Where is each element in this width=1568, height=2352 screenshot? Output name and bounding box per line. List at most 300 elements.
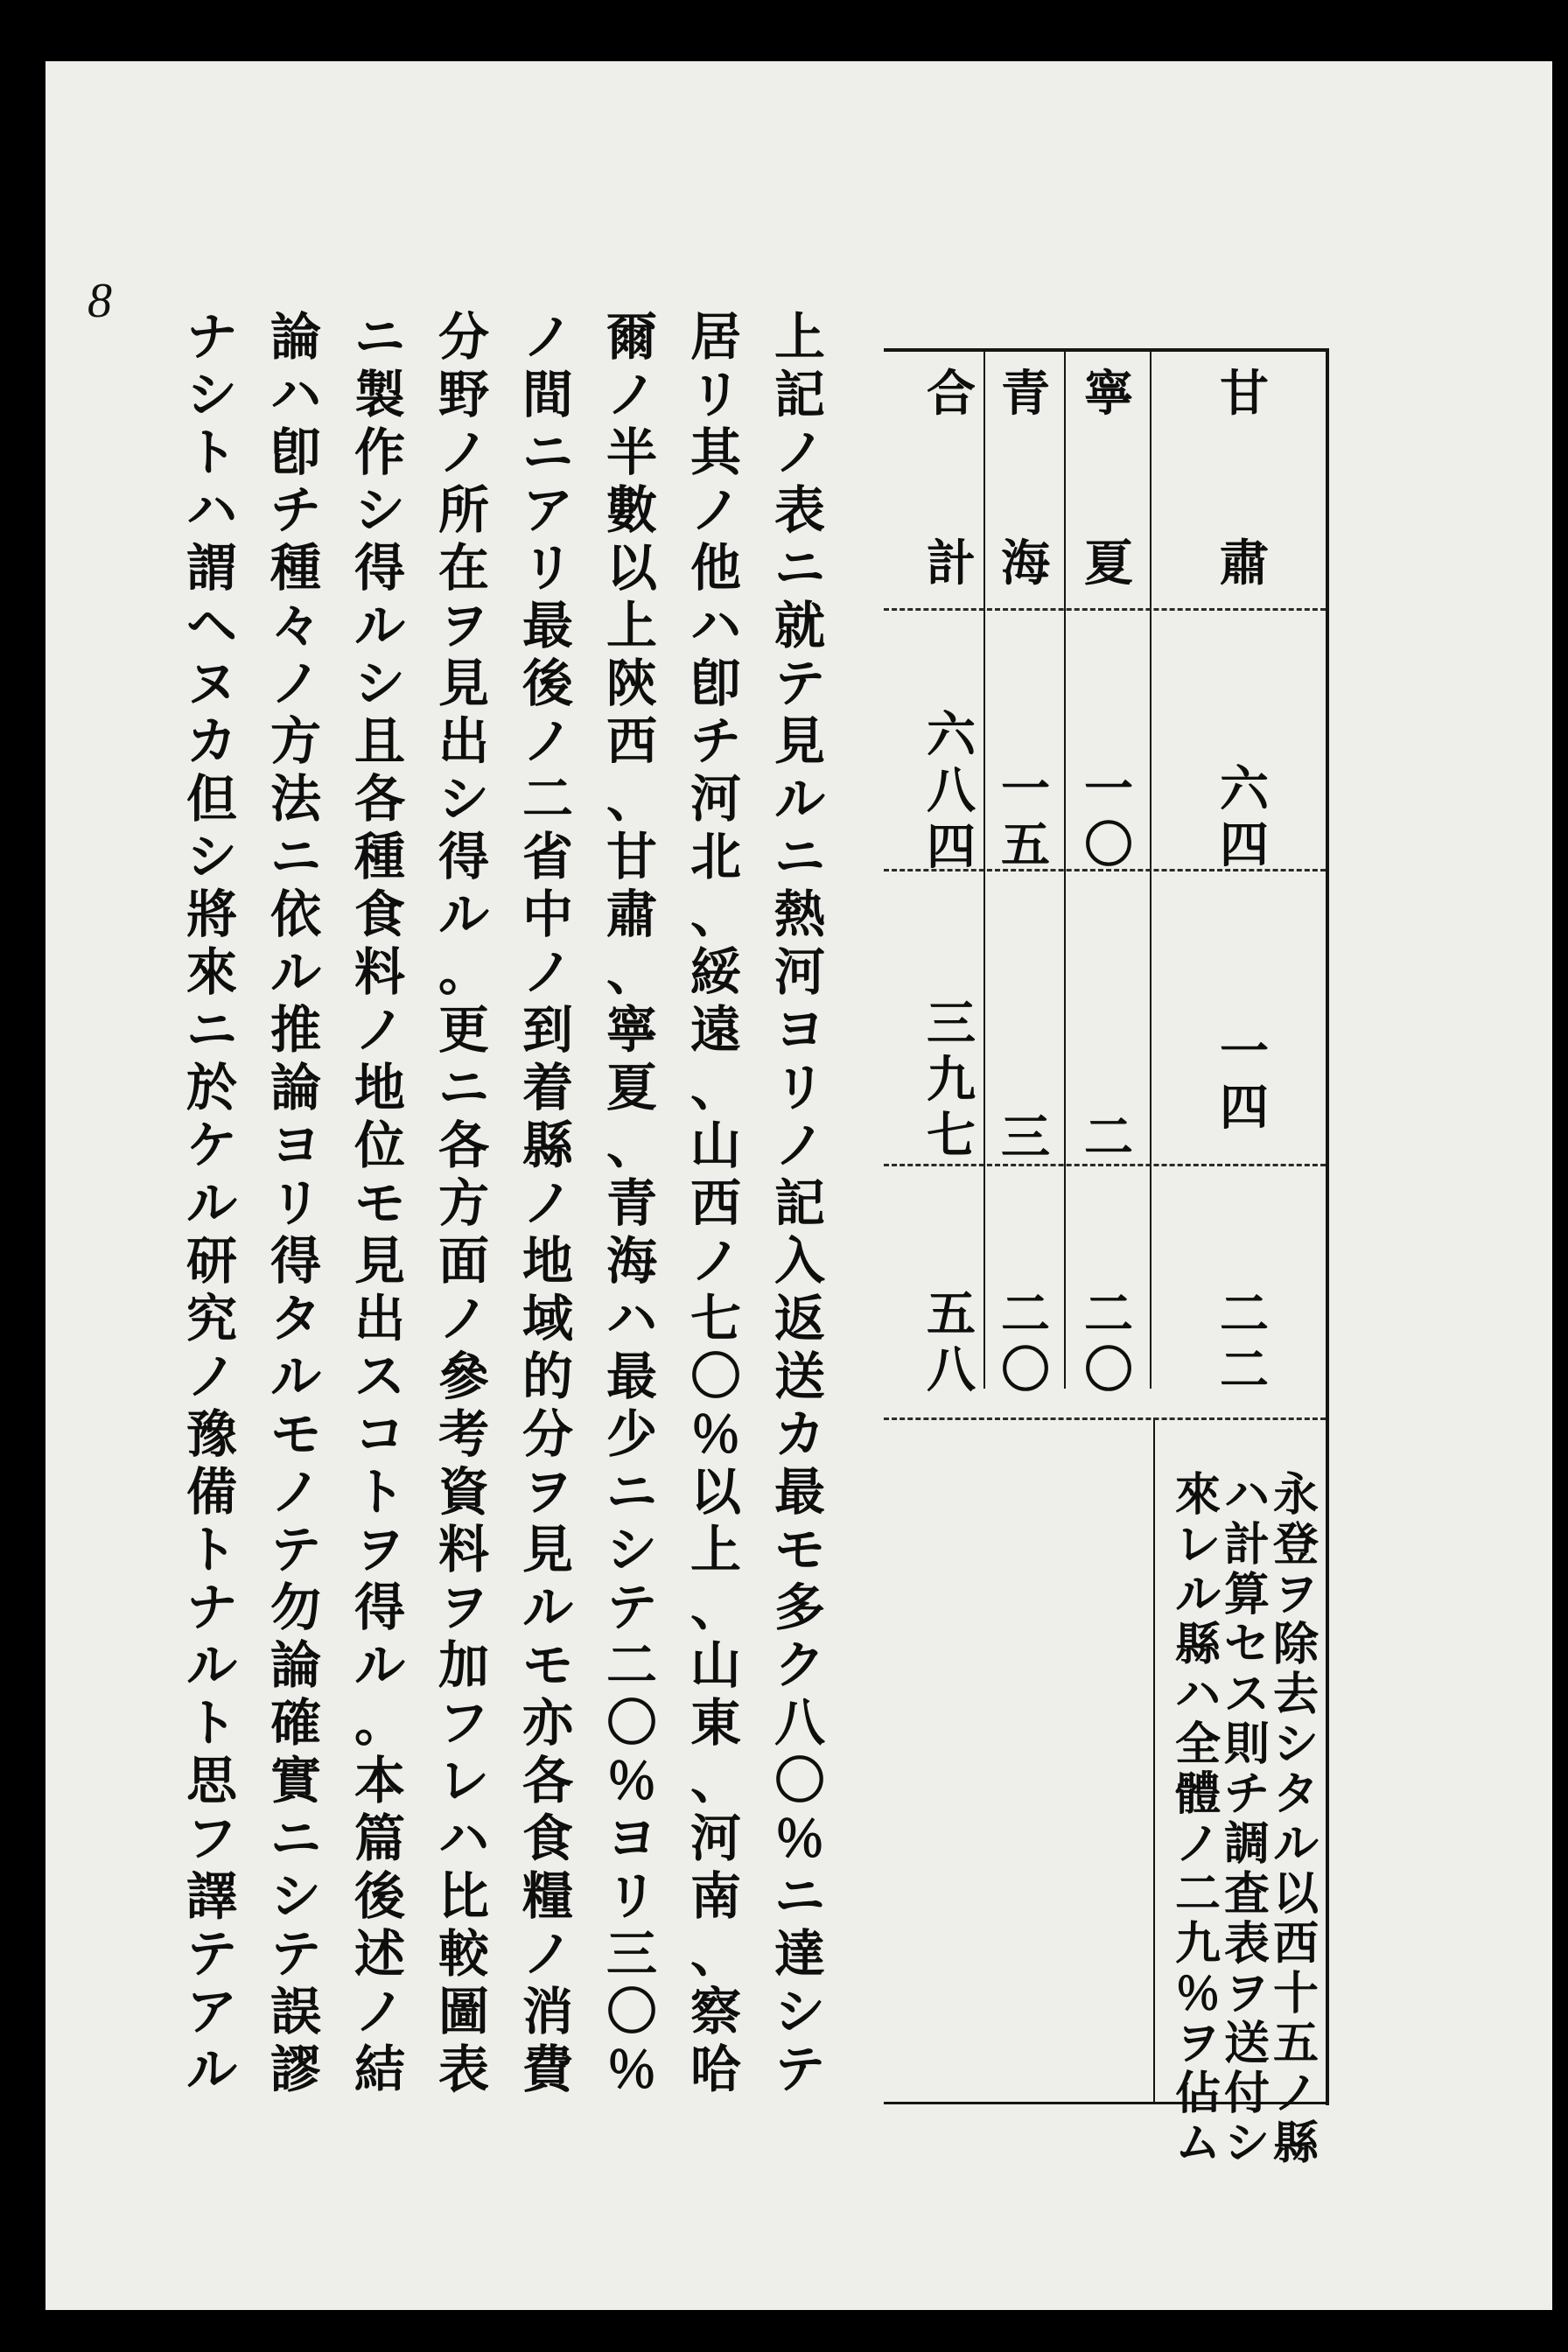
body-text-char: 察 — [690, 1982, 741, 2041]
body-text-char: ニ — [774, 538, 825, 598]
table-note-char: 體 — [1174, 1768, 1221, 1821]
body-text-char: ノ — [522, 711, 573, 771]
body-text-char: シ — [606, 1520, 657, 1579]
body-text-char: ル — [438, 885, 489, 944]
body-text-char: 述 — [354, 1924, 405, 1984]
body-text-char: テ — [186, 1924, 237, 1984]
table-note-char: 來 — [1174, 1468, 1221, 1522]
body-text-char: ニ — [774, 1866, 825, 1926]
table-note-char: 二 — [1174, 1867, 1221, 1921]
body-text-char: ル — [774, 769, 825, 829]
body-column-6 — [352, 308, 408, 2098]
body-text-char: 上 — [774, 307, 825, 367]
body-text-char: 後 — [354, 1866, 405, 1926]
body-text-char: 最 — [774, 1462, 825, 1522]
body-text-char: 卽 — [690, 654, 741, 713]
body-text-char: ％ — [606, 1751, 657, 1810]
body-text-char: ル — [186, 1173, 237, 1233]
body-text-char: 、 — [690, 1924, 741, 1984]
body-text-char: リ — [774, 1058, 825, 1117]
body-text-char: 考 — [438, 1404, 489, 1464]
body-text-char: 記 — [774, 365, 825, 424]
body-text-char: 記 — [774, 1173, 825, 1233]
body-text-char: 地 — [354, 1058, 405, 1117]
table-note-char: シ — [1272, 1718, 1319, 1771]
body-column-7 — [268, 308, 324, 2098]
table-cell-char: 三 — [1001, 1109, 1050, 1166]
body-text-char: タ — [270, 1289, 321, 1348]
table-note-char: 付 — [1223, 2067, 1270, 2120]
body-text-char: テ — [774, 654, 825, 713]
table-cell-char: 〇 — [1084, 816, 1133, 874]
body-text-char: ハ — [606, 1289, 657, 1348]
body-text-char: 篇 — [354, 1809, 405, 1868]
body-text-char: 料 — [354, 942, 405, 1002]
table-cell-char: 二 — [1220, 1341, 1269, 1399]
body-text-char: ノ — [606, 365, 657, 424]
body-text-char: 亦 — [522, 1693, 573, 1753]
body-text-char: ハ — [690, 596, 741, 655]
body-text-char: 見 — [438, 654, 489, 713]
body-text-char: 南 — [690, 1866, 741, 1926]
body-text-char: 、 — [690, 1751, 741, 1810]
body-text-char: ヲ — [354, 1520, 405, 1579]
body-text-char: テ — [270, 1924, 321, 1984]
table-note-char: 登 — [1272, 1518, 1319, 1572]
value-gansu-a — [1216, 761, 1272, 873]
table-note-char: タ — [1272, 1768, 1319, 1821]
body-column-5 — [436, 308, 492, 2098]
table-note-char: 十 — [1272, 1967, 1319, 2020]
body-text-char: 所 — [438, 480, 489, 540]
body-text-char: 比 — [438, 1866, 489, 1926]
body-text-char: 上 — [606, 596, 657, 655]
table-divider-4 — [1153, 1418, 1155, 2104]
body-column-1 — [772, 308, 828, 2098]
table-note-char: ヲ — [1223, 1967, 1270, 2020]
body-text-char: 位 — [354, 1116, 405, 1175]
value-qinghai-a — [998, 761, 1054, 873]
body-text-char: 河 — [690, 1809, 741, 1868]
body-text-char: 研 — [186, 1231, 237, 1291]
body-text-char: ナ — [186, 307, 237, 367]
body-text-char: ％ — [774, 1809, 825, 1868]
body-text-char: ノ — [438, 1289, 489, 1348]
body-text-char: 論 — [270, 1635, 321, 1695]
body-text-char: 以 — [690, 1462, 741, 1522]
body-text-char: ノ — [522, 942, 573, 1002]
table-cell-char: 二 — [1220, 1285, 1269, 1343]
body-text-char: 論 — [270, 307, 321, 367]
body-text-char: 種 — [270, 538, 321, 598]
body-text-char: 間 — [522, 365, 573, 424]
body-text-char: ア — [186, 1982, 237, 2041]
body-text-char: ル — [186, 1635, 237, 1695]
table-cell-char: 一 — [1220, 1023, 1269, 1081]
body-text-char: 熱 — [774, 885, 825, 944]
body-text-char: 譯 — [186, 1866, 237, 1926]
body-text-char: ノ — [354, 1000, 405, 1060]
body-text-char: ニ — [270, 827, 321, 886]
table-note-char: 算 — [1223, 1568, 1270, 1621]
body-text-char: 消 — [522, 1982, 573, 2041]
table-cell-char: 夏 — [1084, 535, 1133, 592]
value-total-c — [923, 1286, 979, 1398]
body-text-char: 肅 — [606, 885, 657, 944]
body-text-char: シ — [270, 1866, 321, 1926]
table-note-char: 以 — [1272, 1867, 1319, 1921]
body-text-char: 綏 — [690, 942, 741, 1002]
table-note-char: ％ — [1174, 1967, 1221, 2020]
body-text-char: ハ — [438, 1809, 489, 1868]
table-note-char: ム — [1174, 2117, 1221, 2170]
body-text-char: 八 — [774, 1693, 825, 1753]
body-text-char: 爾 — [606, 307, 657, 367]
body-text-char: 山 — [690, 1116, 741, 1175]
table-note-char: ハ — [1174, 1668, 1221, 1721]
body-text-char: ク — [774, 1635, 825, 1695]
value-ningxia-c — [1081, 1286, 1137, 1398]
body-text-char: ヨ — [270, 1116, 321, 1175]
body-text-char: 野 — [438, 365, 489, 424]
body-text-char: 分 — [522, 1404, 573, 1464]
body-text-char: カ — [186, 711, 237, 771]
body-text-char: ヨ — [774, 1000, 825, 1060]
table-note-char: チ — [1223, 1768, 1270, 1821]
body-text-char: フ — [186, 1809, 237, 1868]
body-text-char: 備 — [186, 1462, 237, 1522]
body-text-char: 出 — [354, 1289, 405, 1348]
body-text-char: 甘 — [606, 827, 657, 886]
body-text-char: ヨ — [606, 1809, 657, 1868]
body-column-8 — [184, 308, 240, 2098]
table-note-char: 縣 — [1272, 2117, 1319, 2170]
body-text-char: 哈 — [690, 2040, 741, 2099]
body-text-char: 河 — [690, 769, 741, 829]
body-text-char: 半 — [606, 423, 657, 482]
body-text-char: 圖 — [438, 1982, 489, 2041]
table-note-char: 調 — [1223, 1817, 1270, 1871]
body-text-char: 後 — [522, 654, 573, 713]
header-gansu — [1216, 366, 1272, 592]
body-text-char: リ — [690, 365, 741, 424]
body-text-char: 上 — [690, 1520, 741, 1579]
body-text-char: 面 — [438, 1231, 489, 1291]
body-text-char: 數 — [606, 480, 657, 540]
body-text-char: 表 — [438, 2040, 489, 2099]
body-text-char: ニ — [438, 1058, 489, 1117]
body-text-char: ハ — [186, 480, 237, 540]
table-cell-char: 六 — [1220, 760, 1269, 818]
body-text-char: 達 — [774, 1924, 825, 1984]
body-text-char: ス — [354, 1347, 405, 1406]
table-cell-char: 二 — [1001, 1285, 1050, 1343]
body-text-char: ノ — [354, 1982, 405, 2041]
body-text-char: 費 — [522, 2040, 573, 2099]
body-text-char: 就 — [774, 596, 825, 655]
body-text-char: 作 — [354, 423, 405, 482]
body-text-char: 確 — [270, 1693, 321, 1753]
body-text-char: 但 — [186, 769, 237, 829]
body-text-char: 分 — [438, 307, 489, 367]
body-text-char: シ — [186, 827, 237, 886]
table-note-char: ヲ — [1272, 1568, 1319, 1621]
table-header-rule — [884, 608, 1326, 611]
table-cell-char: 〇 — [1001, 1341, 1050, 1399]
body-text-char: 他 — [690, 538, 741, 598]
body-text-char: ノ — [774, 1116, 825, 1175]
body-text-char: 誤 — [270, 1982, 321, 2041]
body-text-char: シ — [186, 365, 237, 424]
body-text-char: 遠 — [690, 1000, 741, 1060]
body-text-char: 各 — [438, 1116, 489, 1175]
table-note-char: ノ — [1174, 1817, 1221, 1871]
body-text-char: 更 — [438, 1000, 489, 1060]
body-text-char: 將 — [186, 885, 237, 944]
body-text-char: ノ — [774, 423, 825, 482]
body-text-char: コ — [354, 1404, 405, 1464]
body-text-char: シ — [354, 480, 405, 540]
body-text-char: 各 — [354, 769, 405, 829]
body-text-char: 各 — [522, 1751, 573, 1810]
body-text-char: 糧 — [522, 1866, 573, 1926]
table-cell-char: 九 — [927, 1051, 976, 1109]
body-text-char: 夏 — [606, 1058, 657, 1117]
body-text-char: 、 — [606, 1116, 657, 1175]
table-cell-char: 五 — [1001, 816, 1050, 874]
table-note-char: ヲ — [1174, 2017, 1221, 2070]
body-text-char: ル — [270, 1347, 321, 1406]
body-text-char: ヲ — [438, 596, 489, 655]
body-text-char: テ — [606, 1578, 657, 1637]
body-text-char: ヲ — [522, 1462, 573, 1522]
body-text-char: テ — [774, 2040, 825, 2099]
body-text-char: 得 — [354, 538, 405, 598]
value-qinghai-b — [998, 1110, 1054, 1166]
table-cell-char: 計 — [927, 535, 976, 592]
body-text-char: 本 — [354, 1751, 405, 1810]
body-text-char: 二 — [522, 769, 573, 829]
body-text-char: ノ — [690, 1231, 741, 1291]
body-text-char: ヘ — [186, 596, 237, 655]
body-text-char: 見 — [354, 1231, 405, 1291]
table-note-char: 表 — [1223, 1917, 1270, 1970]
body-text-char: 。 — [354, 1693, 405, 1753]
body-text-char: 最 — [522, 596, 573, 655]
table-cell-char: 四 — [1220, 1079, 1269, 1137]
body-text-char: シ — [774, 1982, 825, 2041]
body-text-char: ヲ — [438, 1578, 489, 1637]
table-note-char: ハ — [1223, 1468, 1270, 1522]
body-text-char: 西 — [690, 1173, 741, 1233]
value-gansu-b — [1216, 1024, 1272, 1136]
body-text-char: ナ — [186, 1578, 237, 1637]
table-right-rule — [1326, 348, 1329, 2105]
table-cell-char: 八 — [927, 762, 976, 820]
body-text-char: 結 — [354, 2040, 405, 2099]
table-cell-char: 〇 — [1084, 1341, 1133, 1399]
table-note-char: シ — [1223, 2117, 1270, 2170]
body-text-char: 料 — [438, 1520, 489, 1579]
body-text-char: 返 — [774, 1289, 825, 1348]
body-text-char: カ — [774, 1404, 825, 1464]
table-note-char: ル — [1272, 1817, 1319, 1871]
table-note-char: ノ — [1272, 2067, 1319, 2120]
body-text-char: ノ — [522, 307, 573, 367]
body-text-char: ニ — [270, 1809, 321, 1868]
body-text-char: 、 — [606, 942, 657, 1002]
body-text-char: ニ — [606, 1462, 657, 1522]
body-text-char: 省 — [522, 827, 573, 886]
body-column-3 — [604, 308, 660, 2098]
body-text-char: 得 — [438, 827, 489, 886]
body-text-char: 於 — [186, 1058, 237, 1117]
body-text-char: 三 — [606, 1924, 657, 1984]
body-text-char: 種 — [354, 827, 405, 886]
body-text-char: 山 — [690, 1635, 741, 1695]
body-text-char: リ — [522, 538, 573, 598]
body-column-2 — [688, 308, 744, 2098]
body-text-char: ア — [522, 480, 573, 540]
body-text-char: 、 — [606, 769, 657, 829]
body-text-char: リ — [606, 1866, 657, 1926]
table-note-char: 西 — [1272, 1917, 1319, 1970]
body-text-char: シ — [438, 769, 489, 829]
body-text-char: 。 — [438, 942, 489, 1002]
body-text-char: 推 — [270, 1000, 321, 1060]
table-row-rule-3 — [884, 1418, 1326, 1420]
body-text-char: ケ — [186, 1116, 237, 1175]
body-text-char: 其 — [690, 423, 741, 482]
body-text-char: 、 — [690, 1578, 741, 1637]
table-note-char: セ — [1223, 1618, 1270, 1671]
table-note-char: 九 — [1174, 1917, 1221, 1970]
body-text-char: 究 — [186, 1289, 237, 1348]
value-gansu-c — [1216, 1286, 1272, 1398]
body-text-char: ニ — [354, 307, 405, 367]
table-cell-char: 肅 — [1220, 535, 1269, 592]
body-text-char: 多 — [774, 1578, 825, 1637]
body-text-char: 居 — [690, 307, 741, 367]
body-text-char: 着 — [522, 1058, 573, 1117]
table-note-char: 縣 — [1174, 1618, 1221, 1671]
body-text-char: 西 — [606, 711, 657, 771]
table-cell-char: 四 — [1220, 816, 1269, 874]
body-text-char: 法 — [270, 769, 321, 829]
table-note-char: ス — [1223, 1668, 1270, 1721]
body-text-char: シ — [354, 654, 405, 713]
body-text-char: 參 — [438, 1347, 489, 1406]
header-ningxia — [1081, 366, 1137, 592]
body-text-char: 河 — [774, 942, 825, 1002]
value-total-b — [923, 996, 979, 1164]
body-text-char: チ — [270, 480, 321, 540]
body-text-char: 加 — [438, 1635, 489, 1695]
table-cell-char: 寧 — [1084, 365, 1133, 423]
body-text-char: 食 — [522, 1809, 573, 1868]
body-text-char: ヌ — [186, 654, 237, 713]
table-cell-char: 七 — [927, 1107, 976, 1165]
body-text-char: 到 — [522, 1000, 573, 1060]
body-text-char: 最 — [606, 1347, 657, 1406]
table-note-char: 送 — [1223, 2017, 1270, 2070]
table-cell-char: 五 — [927, 1285, 976, 1343]
table-note-char: 佔 — [1174, 2067, 1221, 2120]
body-text-char: 思 — [186, 1751, 237, 1810]
table-cell-char: 四 — [927, 818, 976, 876]
body-text-char: ニ — [774, 827, 825, 886]
body-text-char: 々 — [270, 596, 321, 655]
body-text-char: ト — [186, 1520, 237, 1579]
body-text-char: テ — [270, 1520, 321, 1579]
body-text-char: モ — [522, 1635, 573, 1695]
table-cell-char: 青 — [1001, 365, 1050, 423]
table-note-char: 則 — [1223, 1718, 1270, 1771]
body-text-char: ト — [186, 423, 237, 482]
body-text-char: 出 — [438, 711, 489, 771]
body-text-char: ト — [186, 1693, 237, 1753]
body-text-char: 方 — [438, 1173, 489, 1233]
body-text-char: 見 — [774, 711, 825, 771]
body-text-char: ％ — [606, 2040, 657, 2099]
table-note-char: 計 — [1223, 1518, 1270, 1572]
table-cell-char: 八 — [927, 1341, 976, 1399]
value-ningxia-a — [1081, 761, 1137, 873]
body-text-char: ノ — [522, 1924, 573, 1984]
body-text-char: 謂 — [186, 538, 237, 598]
body-text-char: 以 — [606, 538, 657, 598]
table-cell-char: 甘 — [1220, 365, 1269, 423]
body-text-char: モ — [774, 1520, 825, 1579]
body-text-char: 〇 — [606, 1982, 657, 2041]
body-text-char: 勿 — [270, 1578, 321, 1637]
body-text-char: 七 — [690, 1289, 741, 1348]
table-cell-char: 三 — [927, 995, 976, 1053]
body-text-char: モ — [354, 1173, 405, 1233]
table-cell-char: 二 — [1084, 1285, 1133, 1343]
body-text-char: ル — [522, 1578, 573, 1637]
body-text-char: 較 — [438, 1924, 489, 1984]
table-note-char: 除 — [1272, 1618, 1319, 1671]
body-text-char: 且 — [354, 711, 405, 771]
body-text-char: ニ — [522, 423, 573, 482]
body-text-char: 資 — [438, 1462, 489, 1522]
body-text-char: ル — [186, 2040, 237, 2099]
body-text-char: フ — [438, 1693, 489, 1753]
body-text-char: 少 — [606, 1404, 657, 1464]
body-text-char: 實 — [270, 1751, 321, 1810]
body-text-char: ル — [270, 942, 321, 1002]
value-qinghai-c — [998, 1286, 1054, 1398]
body-text-char: 海 — [606, 1231, 657, 1291]
body-text-char: 青 — [606, 1173, 657, 1233]
table-note-char: レ — [1174, 1518, 1221, 1572]
table-note-line-3 — [1169, 1470, 1227, 2168]
body-text-char: 陝 — [606, 654, 657, 713]
body-text-char: 送 — [774, 1347, 825, 1406]
body-text-char: 北 — [690, 827, 741, 886]
table-note-char: 査 — [1223, 1867, 1270, 1921]
body-text-char: 豫 — [186, 1404, 237, 1464]
body-text-char: ル — [354, 1635, 405, 1695]
table-note-char: 永 — [1272, 1468, 1319, 1522]
body-text-char: 表 — [774, 480, 825, 540]
page-number: 8 — [88, 274, 112, 328]
body-text-char: 〇 — [690, 1347, 741, 1406]
body-text-char: ノ — [522, 1173, 573, 1233]
body-text-char: 依 — [270, 885, 321, 944]
body-text-char: ノ — [690, 480, 741, 540]
